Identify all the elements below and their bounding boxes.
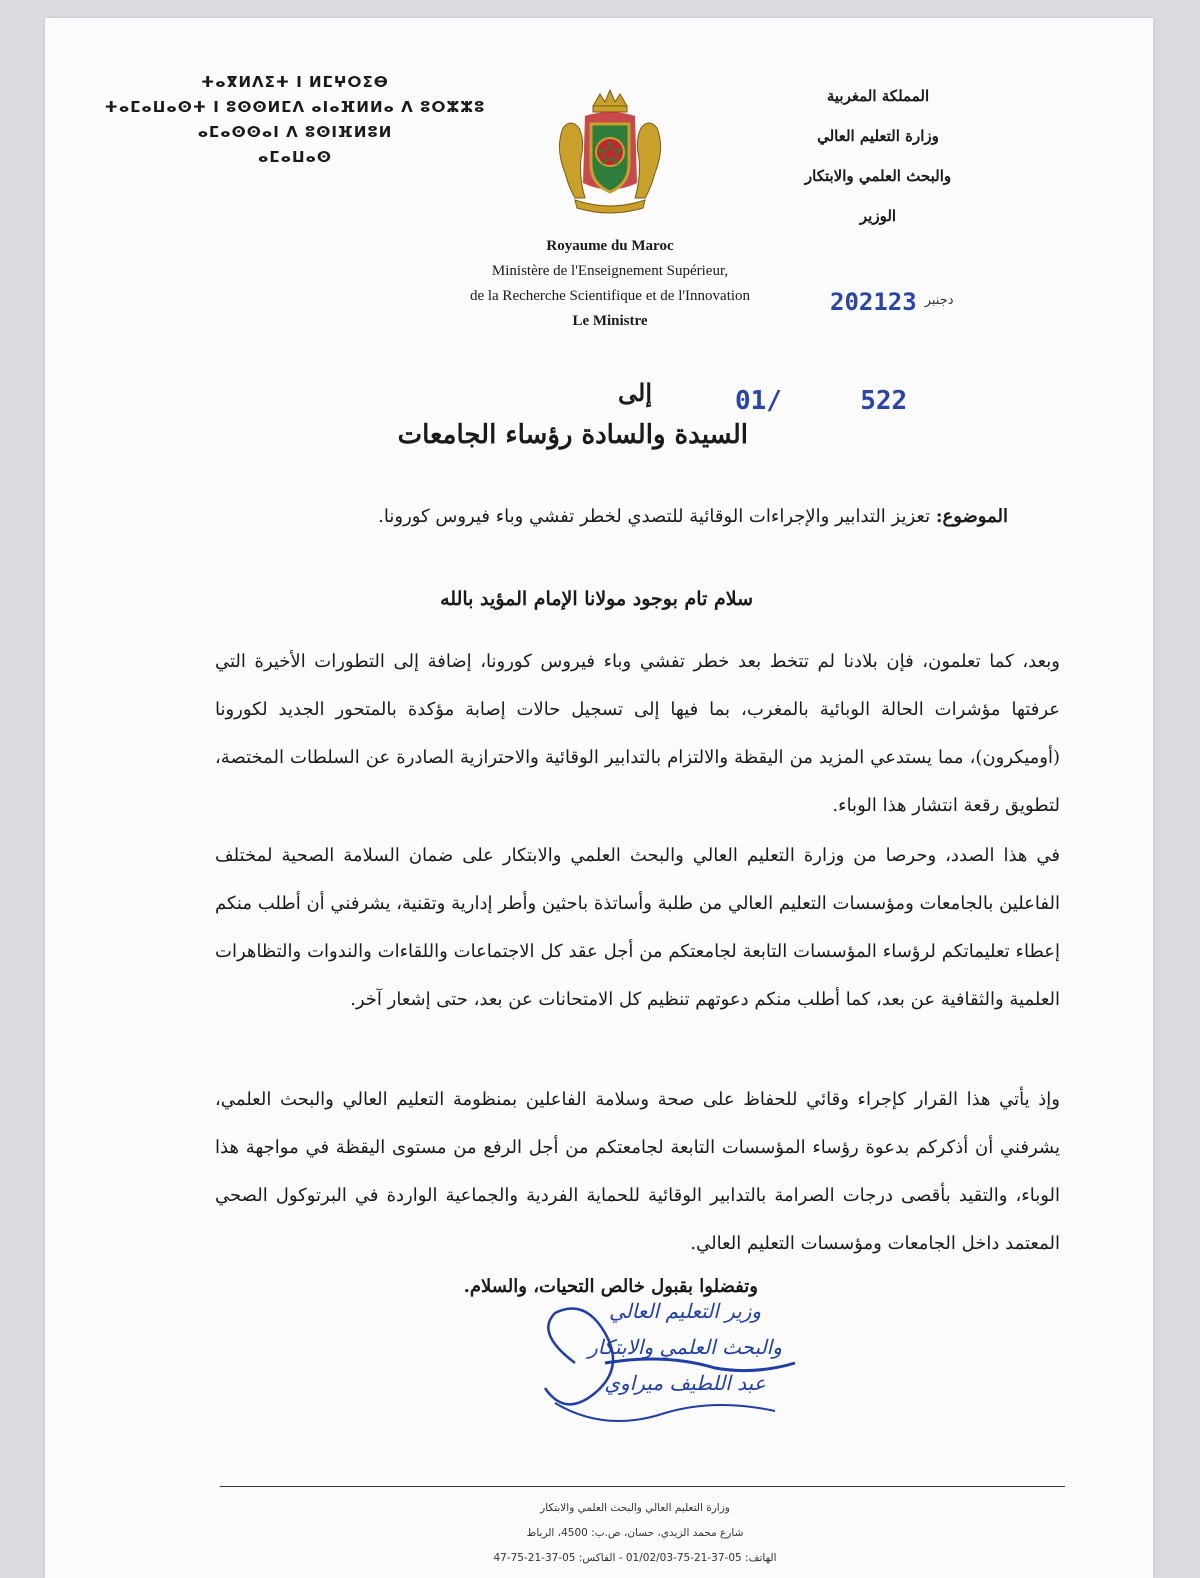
amazigh-line: ⵜⴰⵎⴰⵡⴰⵙⵜ ⵏ ⵓⵙⵙⵍⵎⴷ ⴰⵏⴰⴼⵍⵍⴰ ⴷ ⵓⵔⵣⵣⵓ: [104, 98, 486, 116]
to-label: إلى: [618, 378, 652, 407]
signature: [515, 1293, 855, 1443]
recipient-line: السيدة والسادة رؤساء الجامعات: [397, 420, 748, 450]
signature-line: والبحث العلمي والابتكار: [588, 1335, 782, 1359]
footer: [435, 1496, 835, 1571]
salutation: سلام تام بوجود مولانا الإمام المؤيد بالله: [440, 588, 753, 610]
signature-line: وزير التعليم العالي: [608, 1299, 762, 1323]
footer-line: شارع محمد الزيدي، حسان، ص.ب: 4500، الرباط: [526, 1527, 744, 1539]
date-stamp: [830, 288, 962, 328]
footer-divider: [220, 1486, 1065, 1487]
footer-line: وزارة التعليم العالي والبحث العلمي والابتكار: [540, 1502, 730, 1514]
amazigh-line: ⴰⵎⴰⵙⵙⴰⵏ ⴷ ⵓⵙⵏⴼⵍⵓⵍ: [197, 123, 393, 141]
date-day: 23: [887, 288, 917, 316]
footer-line: الهاتف: 05-37-21-75-01/02/03 - الفاكس: 05-37-21-75-47: [493, 1552, 777, 1564]
body-paragraph: وبعد، كما تعلمون، فإن بلادنا لم تتخط بعد خطر تفشي وباء فيروس كورونا، إضافة إلى التطورات الأخيرة التي عرفتها مؤشرات الحالة الوبائية بالمغرب، بما فيها إلى تسجيل حالات إصابة مؤكدة بالمتحور الجديد لكورونا (أوميكرون)، مما يستدعي المزيد من اليقظة والالتزام بالتدابير الوقائية والاحترازية الصادرة عن السلطات المختصة، لتطويق رقعة انتشار هذا الوباء.: [215, 651, 1060, 816]
arabic-line: والبحث العلمي والابتكار: [804, 167, 952, 185]
body-paragraph: في هذا الصدد، وحرصا من وزارة التعليم العالي والبحث العلمي والابتكار على ضمان السلامة الصحية لمختلف الفاعلين بالجامعات ومؤسسات التعليم العالي من طلبة وأساتذة باحثين وأطر إدارية وتقنية، يشرفني أن أطلب منكم إعطاء تعليماتكم لرؤساء المؤسسات التابعة لجامعتكم من أجل عقد كل الاجتماعات واللقاءات والندوات والتظاهرات العلمية والثقافية عن بعد، كما أطلب منكم دعوتهم تنظيم كل الامتحانات عن بعد، حتى إشعار آخر.: [215, 845, 1061, 1010]
letter-page: [45, 18, 1153, 1578]
date-year: 2021: [830, 288, 888, 316]
arabic-line: وزارة التعليم العالي: [817, 127, 939, 145]
signature-line: عبد اللطيف ميراوي: [604, 1371, 766, 1395]
arabic-line: الوزير: [859, 207, 897, 225]
date-month: دجنبر: [924, 293, 954, 308]
subject-label: الموضوع:: [935, 506, 1008, 527]
amazigh-line: ⴰⵎⴰⵡⴰⵙ: [257, 148, 333, 166]
amazigh-line: ⵜⴰⴳⵍⴷⵉⵜ ⵏ ⵍⵎⵖⵔⵉⴱ: [201, 73, 389, 91]
french-line: de la Recherche Scientifique et de l'Innovation: [469, 288, 751, 304]
amazigh-header: [100, 70, 490, 170]
closing-line: وتفضلوا بقبول خالص التحيات، والسلام.: [463, 1276, 758, 1297]
subject-text: تعزيز التدابير والإجراءات الوقائية للتصدي لخطر تفشي وباء فيروس كورونا.: [378, 506, 936, 527]
french-line: Ministère de l'Enseignement Supérieur,: [491, 263, 729, 279]
body-paragraph: وإذ يأتي هذا القرار كإجراء وقائي للحفاظ على صحة وسلامة الفاعلين بمنظومة التعليم العالي والبحث العلمي، يشرفني أن أذكركم بدعوة رؤساء المؤسسات التابعة لجامعتكم من أجل الرفع من مستوى اليقظة في مواجهة هذا الوباء، والتقيد بأقصى درجات الصرامة بالتدابير الوقائية للحماية الفردية والجماعية الواردة في البرتوكول الصحي المعتمد داخل الجامعات ومؤسسات التعليم العالي.: [215, 1089, 1060, 1254]
ref-number: 522: [860, 386, 908, 416]
french-line: Le Ministre: [572, 313, 648, 329]
french-line: Royaume du Maroc: [546, 238, 674, 254]
arabic-header: [748, 76, 1008, 236]
royal-coat-of-arms-icon: [545, 88, 675, 218]
subject-line: [378, 506, 1008, 527]
arabic-line: المملكة المغربية: [826, 87, 930, 105]
ref-prefix: 01/: [735, 386, 782, 416]
reference-stamp: [735, 386, 907, 416]
french-header: [400, 234, 820, 334]
